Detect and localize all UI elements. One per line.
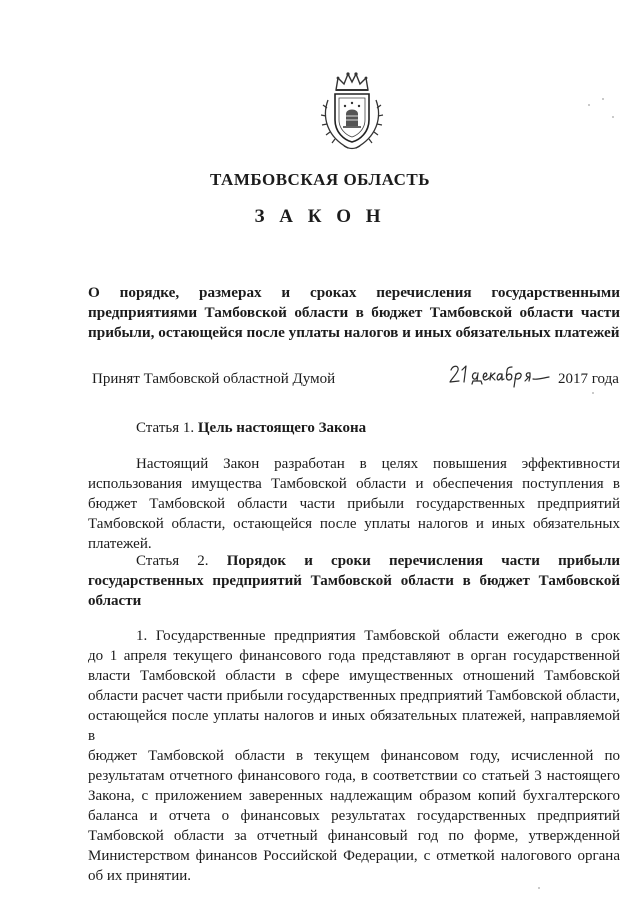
region-heading: ТАМБОВСКАЯ ОБЛАСТЬ: [210, 170, 430, 189]
paragraph-line: 1. Государственные предприятия Тамбовской области ежегодно в срок: [136, 628, 620, 644]
article-1-text: [88, 454, 620, 554]
article-1-title: Цель настоящего Закона: [197, 420, 367, 436]
document-type-heading: З А К О Н: [254, 206, 386, 227]
paragraph-line: об их принятии.: [88, 868, 192, 884]
article-2-heading-line: [88, 551, 620, 571]
paragraph-line: бюджет Тамбовской области части прибыли государственных предприятий: [88, 496, 620, 512]
adoption-text: Принят Тамбовской областной Думой: [92, 371, 336, 387]
law-title-line: предприятиями Тамбовской области в бюджет Тамбовской области части: [88, 304, 620, 321]
paragraph-line: Настоящий Закон разработан в целях повышения эффективности: [136, 456, 620, 472]
article-1-number: Статья 1.: [136, 420, 195, 436]
article-1-heading: [136, 418, 366, 438]
paragraph-line: Закона, с приложением заверенных надлежащим образом копий бухгалтерского: [88, 788, 620, 804]
tambov-coat-of-arms-icon: [318, 70, 386, 152]
article-2-title-line: области: [88, 593, 142, 609]
article-2-number: Статья 2.: [136, 553, 209, 569]
scan-speck: [588, 104, 590, 106]
law-title-line: О порядке, размерах и сроках перечисления государственными: [88, 284, 620, 301]
paragraph-line: Тамбовской области за отчетный финансовый год по форме, утвержденной: [88, 828, 620, 844]
scan-speck: [592, 392, 594, 394]
paragraph-line: Министерством финансов Российской Федерации, с отметкой налогового органа: [88, 848, 620, 864]
paragraph-line: баланса и отчета о финансовых результатах государственных предприятий: [88, 808, 620, 824]
article-2-text: [88, 626, 620, 886]
paragraph-line: бюджет Тамбовской области в текущем финансовом году, исчисленной по: [88, 748, 620, 764]
paragraph-line: власти Тамбовской области в сфере имущественных отношений Тамбовской: [88, 668, 620, 684]
law-title: [88, 283, 620, 343]
article-2-heading: [88, 551, 620, 611]
article-2-title-line: Порядок и сроки перечисления части прибыли: [226, 553, 620, 569]
law-title-line: прибыли, остающейся после уплаты налогов и иных обязательных платежей: [88, 324, 620, 341]
paragraph-line: остающейся после уплаты налогов и иных обязательных платежей, направляемой в: [88, 708, 620, 744]
article-2-title-line: государственных предприятий Тамбовской области в бюджет Тамбовской: [88, 573, 620, 589]
handwritten-date: [448, 362, 552, 388]
scan-speck: [612, 116, 614, 118]
adoption-year: 2017 года: [558, 371, 619, 387]
paragraph-line: области расчет части прибыли государственных предприятий Тамбовской области,: [88, 688, 620, 704]
paragraph-line: до 1 апреля текущего финансового года представляют в орган государственной: [88, 648, 620, 664]
paragraph-line: результатам отчетного финансового года, в соответствии со статьей 3 настоящего: [88, 768, 620, 784]
scan-speck: [538, 887, 540, 889]
paragraph-line: использования имущества Тамбовской области и обеспечения поступления в: [88, 476, 620, 492]
scan-speck: [602, 98, 604, 100]
paragraph-line: платежей.: [88, 536, 152, 552]
paragraph-line: Тамбовской области, остающейся после уплаты налогов и иных обязательных: [88, 516, 620, 532]
